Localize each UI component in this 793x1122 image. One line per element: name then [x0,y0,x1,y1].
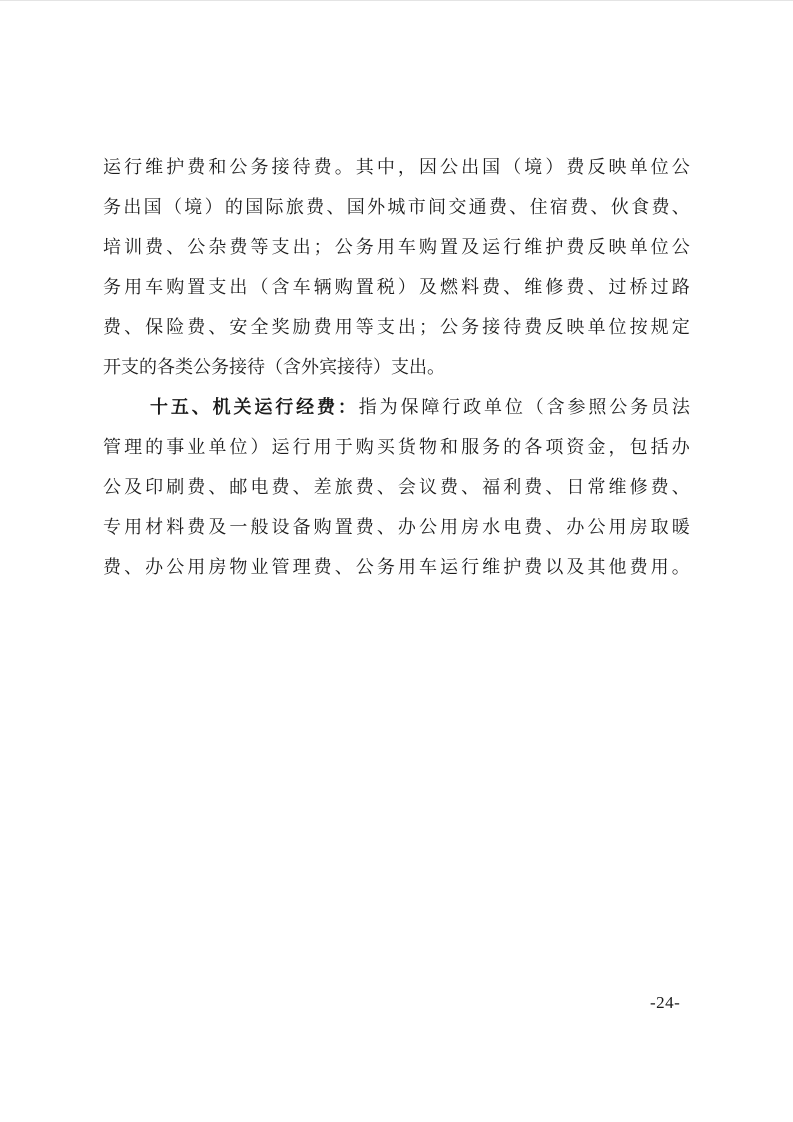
body-char: 购 [418,237,437,257]
body-char: 用 [397,557,416,577]
body-char: ， [397,157,416,177]
body-char: 杂 [208,237,227,257]
body-char: （ [250,277,269,297]
body-char: ） [545,157,564,177]
document-text-block [103,147,690,587]
body-char: 用 [376,237,395,257]
body-char: 映 [608,237,627,257]
body-char: 务 [103,277,121,297]
body-char: 公 [440,317,458,337]
body-char: 、 [166,237,185,257]
body-char: 修 [545,277,564,297]
body-char: 购 [313,517,332,537]
body-char: 费 [145,237,164,257]
body-char: 费 [229,237,248,257]
body-char: 国 [482,157,501,177]
body-char: 维 [145,157,164,177]
body-char: 外 [367,197,386,217]
body-char: 公 [418,517,437,537]
body-char: 政 [463,397,482,417]
body-char: 费 [524,317,543,337]
body-char: 务 [355,237,374,257]
body-char: 行 [442,397,461,417]
body-char: 刷 [166,477,185,497]
body-char: 用 [187,557,206,577]
body-char: 务 [103,197,121,217]
body-char: 置 [187,277,206,297]
body-char: 一 [229,517,248,537]
body-char: 等 [250,237,269,257]
body-char: 车 [418,557,437,577]
body-char: ， [608,437,627,457]
text-line [103,547,690,587]
body-char: 用 [313,437,332,457]
body-char: 、 [545,517,564,537]
body-char: 公 [103,477,121,497]
text-line [103,467,690,507]
body-char: 的 [503,437,522,457]
body-char: ； [313,237,332,257]
body-char: 规 [650,317,669,337]
body-char: 支 [376,317,395,337]
body-char: 利 [503,477,522,497]
body-char: 运 [482,237,501,257]
body-char: 费 [103,557,121,577]
body-char: 费 [187,477,206,497]
heading-char: 经 [296,397,315,417]
body-char: 映 [608,157,627,177]
body-char: 。 [671,557,690,577]
body-char: 、 [334,557,353,577]
body-char: 、 [503,277,522,297]
body-char: 境 [524,157,543,177]
body-char: 买 [376,437,395,457]
body-char: 出 [461,157,480,177]
body-text: 开支的各类公务接待（含外宾接待）支出。 [103,357,445,377]
body-char: 于 [334,437,353,457]
text-line [103,507,690,547]
body-char: 费 [524,477,543,497]
body-char: 、 [671,477,690,497]
body-char: 费 [313,317,332,337]
body-char: 映 [566,317,585,337]
text-line [103,307,690,347]
body-char: 务 [630,397,649,417]
body-char: 资 [566,437,585,457]
body-char: 因 [418,157,437,177]
body-char: 接 [271,157,290,177]
body-char: 反 [587,237,606,257]
body-char: 旅 [334,477,353,497]
body-char: 接 [482,317,501,337]
body-char: 费 [306,197,325,217]
heading-char: 费 [317,397,335,417]
body-char: 等 [355,317,374,337]
body-char: 福 [482,477,501,497]
body-char: 行 [292,437,311,457]
body-char: 行 [124,157,143,177]
text-line [103,387,690,427]
body-char: 费 [488,197,507,217]
body-char: 费 [566,277,585,297]
body-char: 出 [292,237,311,257]
body-char: 公 [166,557,185,577]
body-char: 办 [671,437,690,457]
body-char: 国 [143,197,162,217]
page-number: -24- [650,993,681,1012]
body-char: 护 [166,157,185,177]
body-char: 包 [629,437,648,457]
body-char: 含 [546,397,565,417]
body-char: 宿 [549,197,568,217]
body-char: 以 [545,557,564,577]
body-char: 过 [650,277,669,297]
body-char: 公 [671,157,690,177]
body-char: 用 [650,557,669,577]
body-char: 费 [313,557,332,577]
body-char: 办 [397,517,416,537]
body-char: 、 [326,197,345,217]
body-char: 置 [355,277,374,297]
body-char: 费 [313,157,332,177]
body-char: 际 [265,197,284,217]
body-char: 常 [587,477,606,497]
text-line [103,267,690,307]
body-char: 照 [588,397,607,417]
heading-char: 五 [170,397,189,417]
body-char: 、 [208,317,227,337]
body-char: 修 [629,477,648,497]
body-char: 、 [292,477,311,497]
heading-char: 关 [233,397,252,417]
body-char: 定 [671,317,690,337]
body-char: 料 [166,517,185,537]
body-char: 交 [448,197,467,217]
body-char: 指 [358,397,377,417]
body-char: 的 [224,197,243,217]
body-char: 公 [587,517,606,537]
body-char: 位 [504,397,523,417]
body-char: 中 [376,157,395,177]
body-char: 桥 [629,277,648,297]
body-char: 及 [566,557,585,577]
body-char: 维 [524,237,543,257]
body-char: ） [204,197,223,217]
body-char: 待 [503,317,522,337]
body-char: 旅 [285,197,304,217]
heading-char: 、 [191,397,210,417]
heading-char: 行 [275,397,294,417]
body-char: 障 [421,397,440,417]
body-char: 、 [376,517,395,537]
body-char: 安 [229,317,248,337]
body-char: 培 [103,237,121,257]
body-char: 位 [650,157,669,177]
body-char: 用 [440,517,458,537]
body-char: 费 [187,317,206,337]
body-char: 的 [145,437,164,457]
body-char: 置 [440,237,458,257]
body-char: 、 [671,197,690,217]
body-char: 货 [397,437,416,457]
body-char: 理 [292,557,311,577]
body-char: ） [397,277,416,297]
body-char: 及 [124,477,143,497]
body-char: 励 [292,317,311,337]
body-char: 公 [440,157,458,177]
body-char: 务 [461,317,480,337]
body-char: 暖 [671,517,690,537]
body-char: 单 [629,157,648,177]
body-char: 含 [271,277,290,297]
body-char: 费 [524,517,543,537]
body-char: 运 [440,557,458,577]
body-char: 费 [650,477,669,497]
body-char: 维 [524,277,543,297]
body-char: 。 [334,157,353,177]
text-line [103,427,690,467]
body-char: 印 [145,477,164,497]
body-char: 单 [629,237,648,257]
heading-char: 运 [254,397,273,417]
body-char: 税 [376,277,395,297]
body-char: 车 [397,237,416,257]
body-char: 城 [387,197,406,217]
body-char: 单 [484,397,502,417]
body-char: 反 [545,317,564,337]
body-char: 运 [271,437,290,457]
body-char: 及 [418,277,437,297]
body-char: 国 [245,197,264,217]
body-char: 位 [229,437,248,457]
body-char: 员 [651,397,669,417]
body-char: 业 [187,437,206,457]
body-char: 房 [629,517,648,537]
body-char: 奖 [271,317,290,337]
text-line [103,347,690,387]
body-char: 管 [103,437,121,457]
body-char: 单 [208,437,227,457]
body-char: 公 [609,397,628,417]
body-char: 及 [208,517,227,537]
body-char: 费 [355,517,374,537]
body-char: 运 [103,157,121,177]
body-char: 公 [671,237,690,257]
body-char: （ [503,157,522,177]
body-char: 事 [166,437,185,457]
heading-char: ： [337,397,356,417]
body-char: 业 [250,557,269,577]
body-char: 支 [208,277,227,297]
body-char: 项 [545,437,564,457]
body-char: （ [163,197,182,217]
body-char: 、 [509,197,528,217]
text-line [103,227,690,267]
body-char: 费 [629,557,648,577]
body-char: 出 [123,197,142,217]
body-char: 物 [418,437,437,457]
body-char: 全 [250,317,269,337]
body-char: 、 [376,477,395,497]
body-char: 费 [355,477,374,497]
body-char: 置 [334,517,353,537]
body-char: 路 [671,277,690,297]
body-char: 日 [566,477,585,497]
heading-char: 机 [212,397,231,417]
body-char: 用 [608,517,627,537]
body-char: 电 [250,477,269,497]
body-char: 和 [440,437,458,457]
body-char: 保 [145,317,164,337]
body-char: 训 [124,237,143,257]
body-char: 邮 [229,477,248,497]
body-char: 费 [651,197,670,217]
body-char: 专 [103,517,121,537]
body-char: 国 [346,197,365,217]
body-char: 市 [407,197,426,217]
body-char: 位 [650,237,669,257]
body-char: ） [250,437,269,457]
body-char: 辆 [313,277,332,297]
body-char: 购 [355,437,374,457]
body-char: 出 [229,277,248,297]
body-char: 金 [587,437,606,457]
heading-char: 十 [150,397,168,417]
body-char: （ [525,397,544,417]
body-char: 、 [590,197,609,217]
body-char: 、 [124,557,143,577]
body-char: 待 [292,157,311,177]
body-char: 车 [145,277,164,297]
body-char: 管 [271,557,290,577]
body-char: 间 [428,197,446,217]
body-char: 为 [379,397,398,417]
body-char: 支 [271,237,290,257]
body-char: 理 [124,437,143,457]
body-char: 费 [187,517,206,537]
body-char: 差 [313,477,332,497]
body-char: 电 [503,517,522,537]
body-char: 按 [629,317,648,337]
body-char: 参 [567,397,586,417]
body-char: 燃 [440,277,458,297]
body-char: ； [418,317,437,337]
body-char: 水 [482,517,501,537]
body-char: 料 [461,277,480,297]
body-char: 费 [482,277,501,297]
body-char: 食 [631,197,650,217]
body-char: 住 [529,197,548,217]
body-char: 、 [208,477,227,497]
body-char: 出 [397,317,416,337]
body-char: 费 [570,197,589,217]
body-char: 费 [440,477,458,497]
body-char: 行 [461,557,480,577]
body-char: 维 [482,557,501,577]
text-line [103,187,690,227]
body-char: 公 [334,237,353,257]
body-char: 费 [271,477,290,497]
body-char: 办 [566,517,585,537]
body-char: 单 [587,317,606,337]
body-char: 费 [566,237,585,257]
body-char: 备 [292,517,311,537]
body-char: 保 [400,397,419,417]
body-char: 用 [124,277,143,297]
body-char: 他 [608,557,627,577]
body-char: 公 [229,157,248,177]
body-char: 务 [376,557,395,577]
body-char: 房 [208,557,227,577]
body-char: 用 [124,517,143,537]
body-char: 维 [608,477,627,497]
text-line [103,147,690,187]
body-char: 购 [166,277,185,297]
body-char: 费 [103,317,121,337]
body-char: 行 [503,237,522,257]
body-char: 、 [587,277,606,297]
body-char: 办 [145,557,164,577]
body-char: 括 [650,437,669,457]
body-char: 境 [184,197,203,217]
body-char: 、 [124,317,143,337]
body-char: 通 [468,197,487,217]
body-char: 费 [566,157,585,177]
body-char: 、 [461,477,480,497]
body-char: 会 [397,477,416,497]
body-char: 房 [461,517,480,537]
body-char: 各 [524,437,543,457]
body-char: 伙 [610,197,629,217]
body-char: 用 [334,317,353,337]
body-char: 设 [271,517,290,537]
body-char: 护 [545,237,564,257]
body-char: 法 [671,397,690,417]
body-char: 物 [229,557,248,577]
body-char: 车 [292,277,311,297]
body-char: 和 [208,157,227,177]
body-char: 护 [503,557,522,577]
body-char: 务 [250,157,269,177]
body-char: 服 [461,437,480,457]
body-char: 险 [166,317,185,337]
body-char: 其 [587,557,606,577]
body-char: 公 [187,237,206,257]
body-char: 公 [355,557,374,577]
body-char: 费 [187,157,206,177]
body-char: 议 [418,477,437,497]
body-char: 及 [461,237,480,257]
body-char: 位 [608,317,627,337]
body-char: 其 [355,157,374,177]
body-char: 反 [587,157,606,177]
body-char: 费 [524,557,543,577]
body-char: 取 [650,517,669,537]
body-char: 、 [545,477,564,497]
body-char: 般 [250,517,269,537]
body-char: 务 [482,437,501,457]
body-char: 过 [608,277,627,297]
body-char: 购 [334,277,353,297]
body-char: 材 [145,517,164,537]
